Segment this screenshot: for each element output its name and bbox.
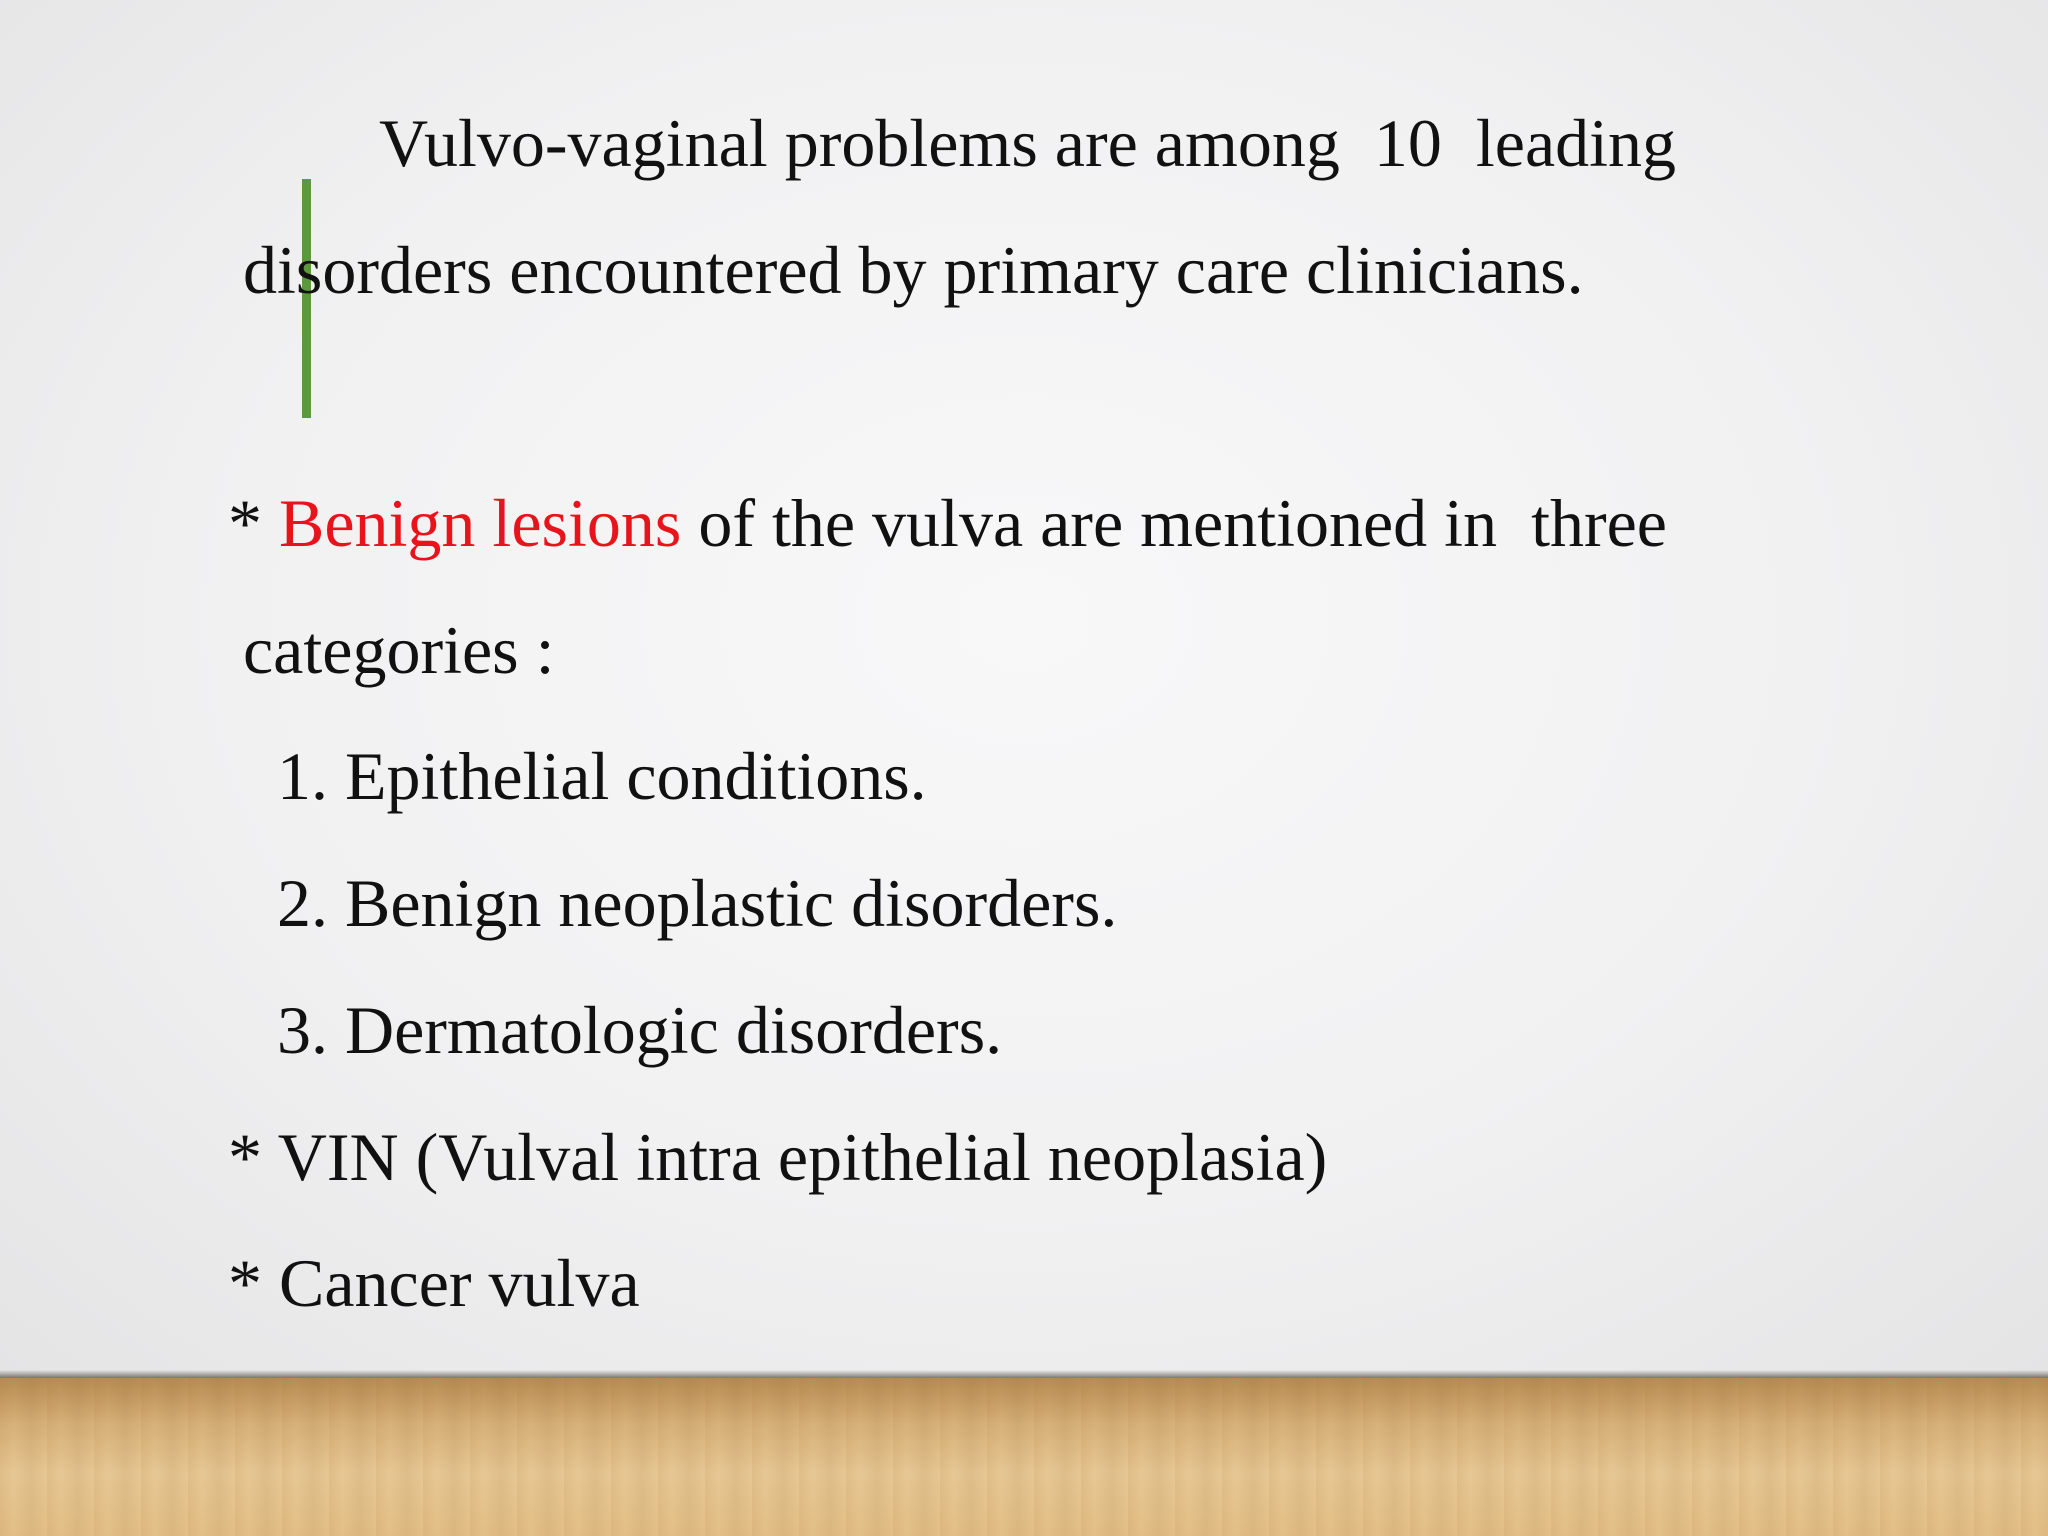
category-item-neoplastic: 2. Benign neoplastic disorders.: [277, 865, 1118, 941]
benign-lesions-bullet: [228, 483, 1667, 563]
categories-label: categories :: [243, 612, 555, 688]
intro-line-1: Vulvo-vaginal problems are among 10 leading: [379, 105, 1677, 181]
category-item-epithelial: 1. Epithelial conditions.: [277, 738, 927, 814]
benign-lesions-rest: of the vulva are mentioned in three: [681, 485, 1667, 561]
category-item-dermatologic: 3. Dermatologic disorders.: [277, 992, 1003, 1068]
intro-line-2: disorders encountered by primary care clinicians.: [243, 232, 1584, 308]
wooden-floor-background: [0, 1378, 2048, 1536]
cancer-vulva-bullet: * Cancer vulva: [228, 1245, 640, 1321]
benign-lesions-highlight: Benign lesions: [279, 485, 682, 561]
vin-bullet: * VIN (Vulval intra epithelial neoplasia): [228, 1119, 1328, 1195]
bullet-marker: *: [228, 485, 279, 561]
